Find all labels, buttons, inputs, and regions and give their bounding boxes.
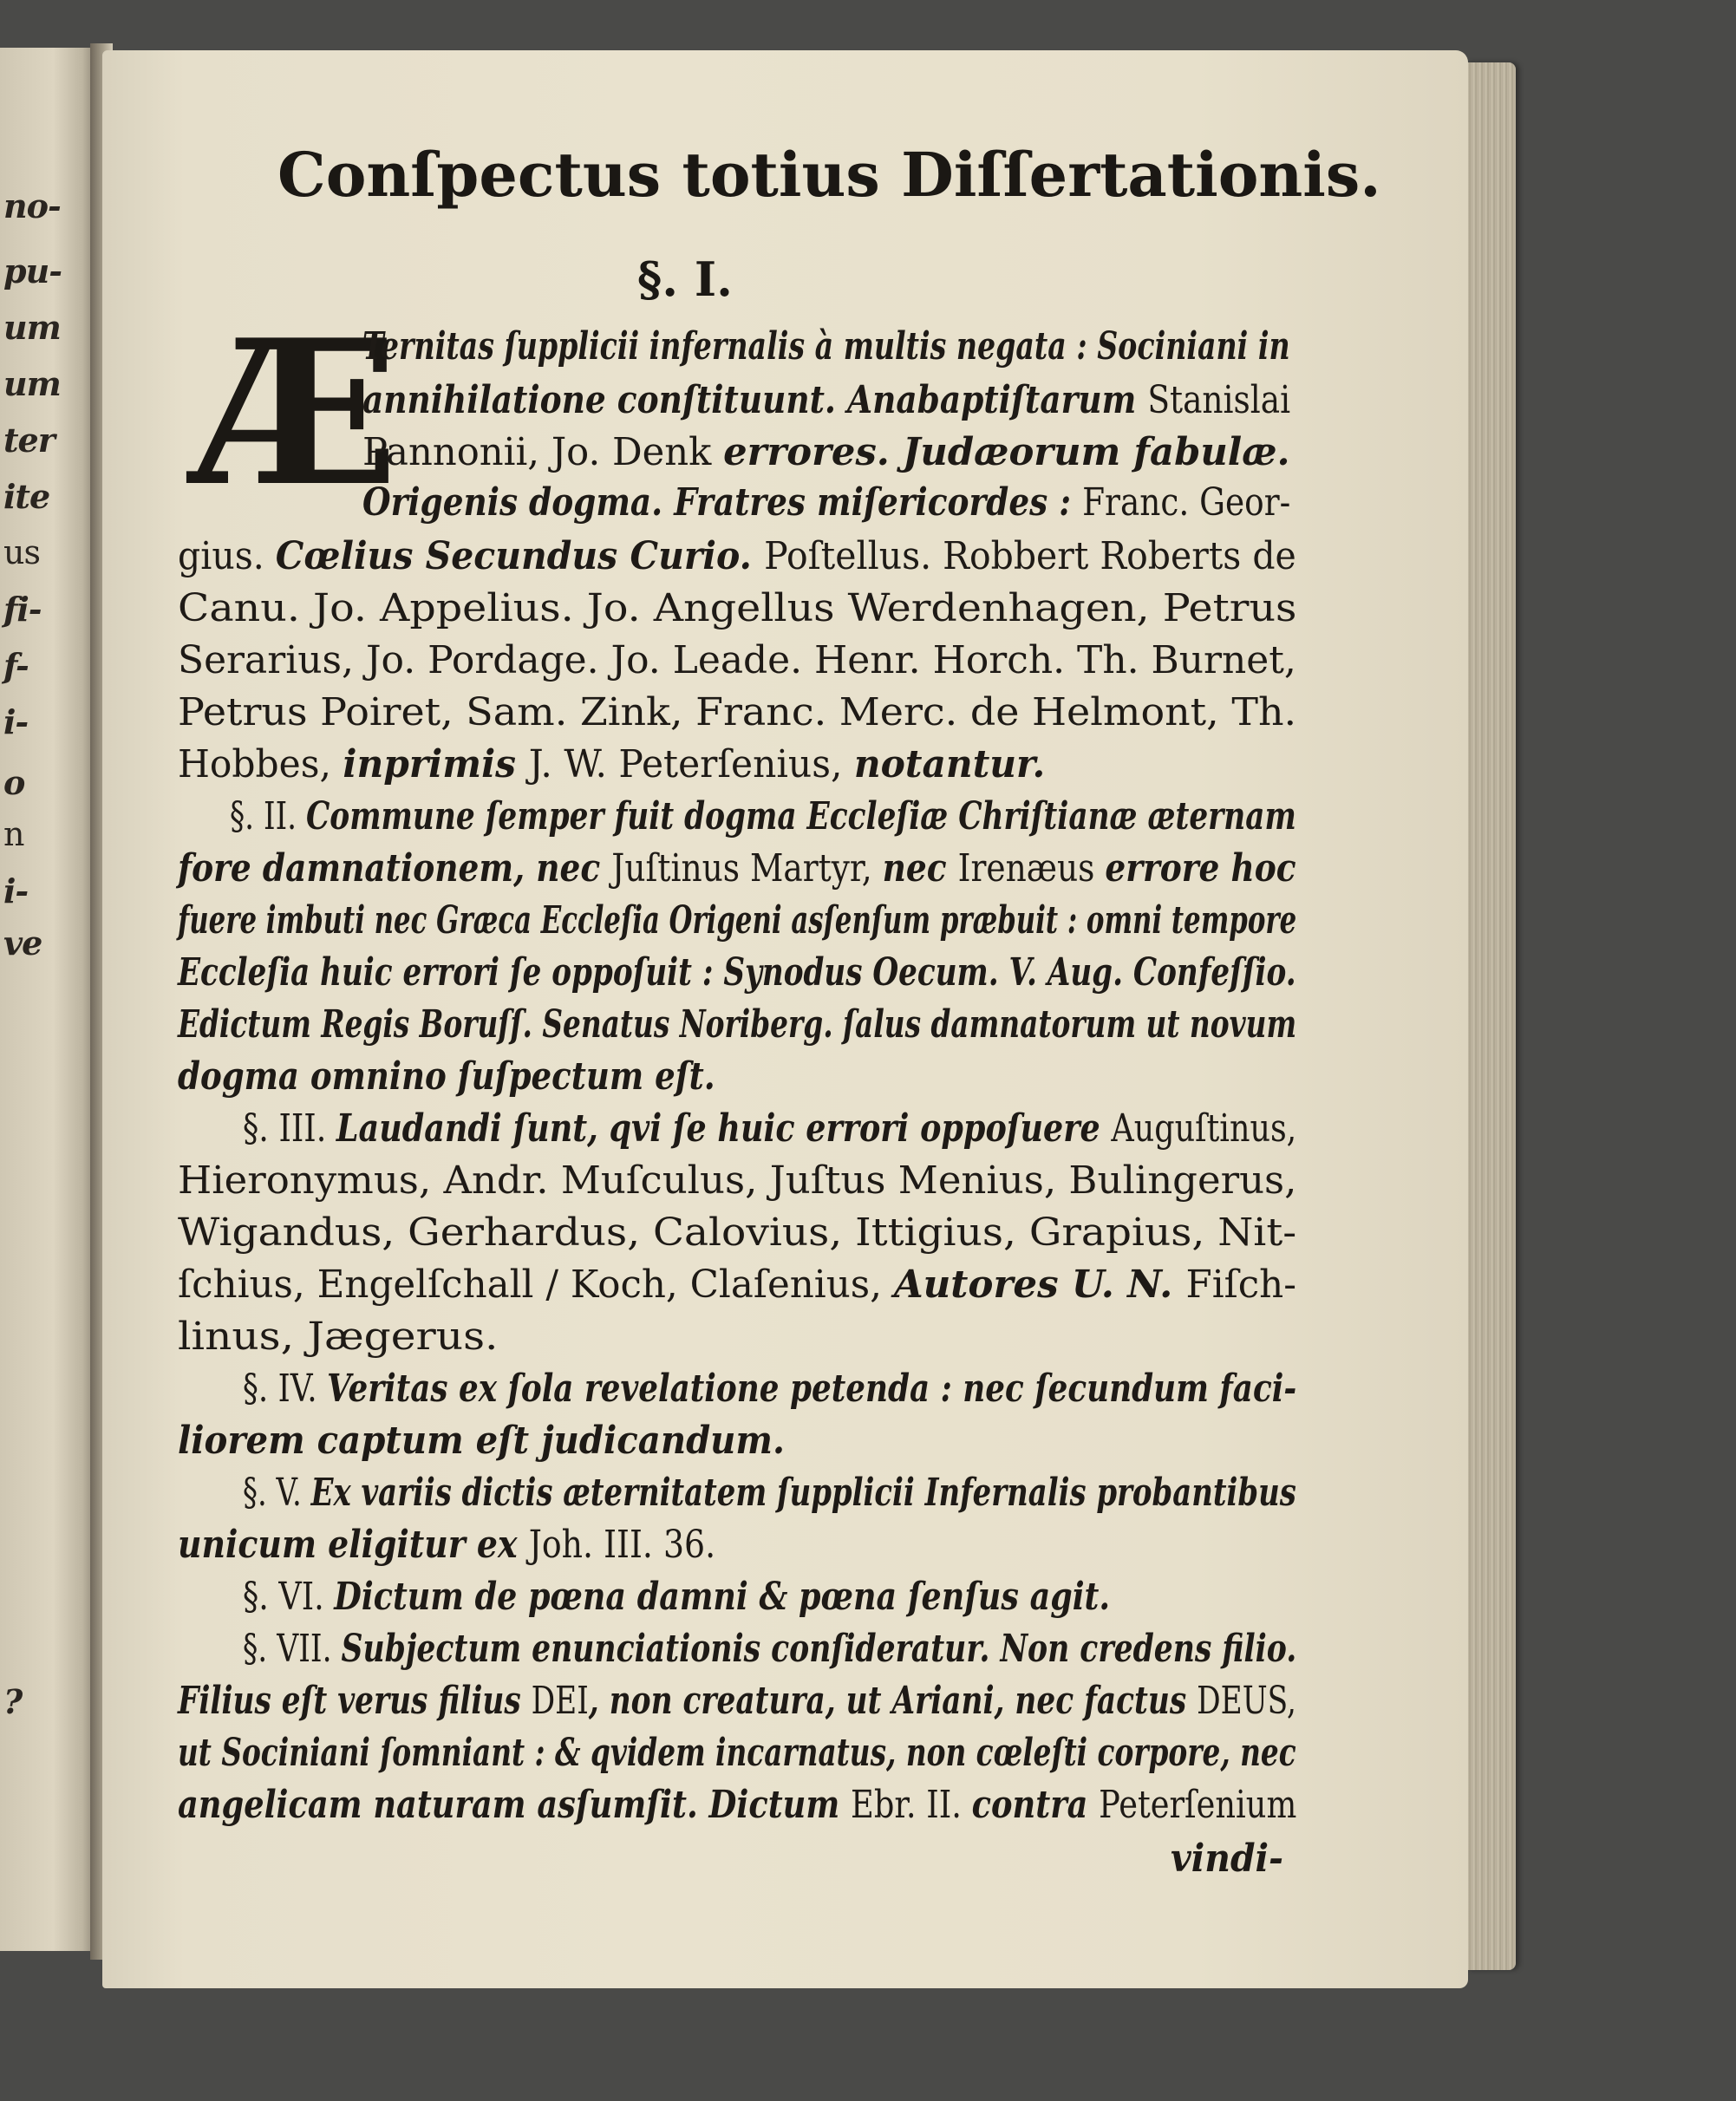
text-line	[178, 1002, 1297, 1047]
text-line	[178, 1315, 499, 1359]
text-segment: Ex variis dictis æternitatem ſupplicii Infernalis probantibus	[310, 1471, 1296, 1515]
text-line	[178, 586, 1297, 630]
text-segment: annihilatione conſtituunt. Anabaptiſtarum	[362, 378, 1148, 422]
text-segment: Filius eſt verus filius	[178, 1679, 532, 1723]
text-segment: linus, Jægerus.	[178, 1315, 499, 1359]
left-margin-fragment: n	[3, 815, 24, 853]
text-line	[243, 1471, 1296, 1515]
text-segment: Peterſenium	[1099, 1783, 1297, 1827]
text-segment: errores. Judæorum fabulæ.	[723, 430, 1290, 474]
text-line	[178, 950, 1296, 995]
text-line	[178, 846, 1296, 891]
text-line	[243, 1367, 1297, 1411]
text-segment: Autores U. N.	[893, 1263, 1186, 1307]
text-line	[178, 1158, 1297, 1203]
left-margin-fragment: ?	[3, 1682, 23, 1721]
left-margin-fragment: f-	[3, 646, 29, 685]
left-margin-fragment: pu-	[3, 251, 62, 290]
text-segment: Juſtinus Martyr,	[611, 846, 883, 891]
left-margin-fragment: ite	[3, 477, 50, 516]
text-line	[362, 324, 1290, 369]
text-segment: liorem captum eſt judicandum.	[178, 1419, 785, 1463]
text-line	[178, 1523, 716, 1567]
text-segment: ut Sociniani ſomniant : & qvidem incarnatus, non cœleſti corpore, nec	[178, 1731, 1296, 1775]
text-segment: Joh. III. 36.	[528, 1523, 716, 1567]
text-segment: Commune ſemper fuit dogma Eccleſiæ Chriſtianæ æternam	[305, 794, 1296, 838]
text-segment: Serarius, Jo. Pordage. Jo. Leade. Henr. Horch. Th. Burnet,	[178, 638, 1296, 682]
text-segment: Subjectum enunciationis conſideratur. Non credens filio.	[341, 1627, 1297, 1671]
left-margin-fragment: i-	[3, 871, 29, 910]
text-segment: Hieronymus, Andr. Muſculus, Juſtus Menius, Bulingerus,	[178, 1158, 1297, 1203]
text-segment: Cœlius Secundus Curio.	[275, 534, 765, 578]
text-line	[243, 1106, 1297, 1151]
text-segment: Petrus Poiret, Sam. Zink, Franc. Merc. de Helmont, Th.	[178, 690, 1297, 734]
text-line	[178, 1783, 1297, 1827]
text-segment: fuere imbuti nec Græca Eccleſia Origeni asſenſum præbuit : omni tempore	[178, 898, 1297, 943]
text-line	[243, 1627, 1297, 1671]
text-line	[178, 1263, 1296, 1307]
text-segment: Canu. Jo. Appelius. Jo. Angellus Werdenhagen, Petrus	[178, 586, 1297, 630]
text-segment: Auguſtinus,	[1111, 1106, 1297, 1151]
text-line	[362, 430, 1290, 474]
text-segment: §. VII.	[243, 1627, 342, 1671]
text-line	[178, 1679, 1296, 1723]
text-segment: Franc. Geor-	[1082, 480, 1291, 525]
text-segment: Wigandus, Gerhardus, Calovius, Ittigius, Grapius, Nit-	[178, 1210, 1297, 1255]
text-segment: §. V.	[243, 1471, 311, 1515]
text-line	[178, 1054, 715, 1099]
text-segment: gius.	[178, 534, 276, 578]
text-line	[178, 638, 1296, 682]
text-line	[1171, 1837, 1284, 1881]
text-segment: fore damnationem, nec	[178, 846, 612, 891]
text-segment: inprimis	[343, 742, 529, 786]
text-line	[362, 480, 1291, 525]
text-segment: angelicam naturam asſumſit. Dictum	[178, 1783, 852, 1827]
text-segment: Veritas ex ſola revelatione petenda : nec ſecundum faci-	[327, 1367, 1297, 1411]
left-margin-fragment: ve	[3, 923, 42, 962]
text-line	[178, 898, 1297, 943]
text-segment: §. II.	[230, 794, 306, 838]
text-segment: J. W. Peterſenius,	[528, 742, 854, 786]
left-margin-fragment: fi-	[3, 590, 42, 629]
left-page-edge	[0, 48, 97, 1951]
text-segment: Edictum Regis Boruſſ. Senatus Noriberg. ſalus damnatorum ut novum	[178, 1002, 1297, 1047]
text-line	[362, 378, 1291, 422]
text-segment: Dictum de pœna damni & pœna ſenſus agit.	[334, 1575, 1111, 1619]
text-segment: ſchius, Engelſchall / Koch, Claſenius,	[178, 1263, 894, 1307]
text-segment: dogma omnino ſuſpectum eſt.	[178, 1054, 715, 1099]
text-segment: Irenæus	[957, 846, 1106, 891]
text-segment: Origenis dogma. Fratres miſericordes :	[362, 480, 1083, 525]
text-line	[178, 742, 1046, 786]
page-edges	[1465, 62, 1516, 1970]
text-line	[230, 794, 1296, 838]
text-segment: DEUS,	[1197, 1679, 1296, 1723]
left-margin-fragment: um	[3, 364, 61, 403]
text-segment: Ternitas ſupplicii infernalis à multis negata : Sociniani in	[362, 324, 1290, 369]
text-line	[178, 1731, 1296, 1775]
text-segment: Hobbes,	[178, 742, 343, 786]
text-line	[178, 690, 1297, 734]
left-margin-fragment: us	[3, 533, 40, 571]
text-segment: DEI	[531, 1679, 589, 1723]
text-segment: §. VI.	[243, 1575, 335, 1619]
left-margin-fragment: i-	[3, 702, 29, 741]
text-line	[243, 1575, 1111, 1619]
text-segment: Laudandi ſunt, qvi ſe huic errori oppoſuere	[336, 1106, 1112, 1151]
drop-cap: Æ	[193, 297, 399, 531]
text-segment: Stanislai	[1147, 378, 1291, 422]
text-segment: Poſtellus. Robbert Roberts de	[764, 534, 1296, 578]
text-segment: Fiſch-	[1185, 1263, 1296, 1307]
text-segment: Pannonii, Jo. Denk	[362, 430, 724, 474]
text-segment: §. IV.	[243, 1367, 328, 1411]
page-title: Conſpectus totius Diſſertationis.	[277, 139, 1381, 211]
text-segment: , non creatura, ut Ariani, nec factus	[588, 1679, 1198, 1723]
text-line	[178, 1419, 785, 1463]
left-margin-fragment: ter	[3, 421, 55, 460]
text-segment: unicum eligitur ex	[178, 1523, 529, 1567]
left-margin-fragment: no-	[3, 186, 61, 225]
text-segment: notantur.	[853, 742, 1046, 786]
text-segment: contra	[971, 1783, 1100, 1827]
text-segment: Eccleſia huic errori ſe oppoſuit : Synodus Oecum. V. Aug. Confeſſio.	[178, 950, 1296, 995]
text-line	[178, 534, 1296, 578]
text-line	[178, 1210, 1297, 1255]
section-heading: §. I.	[637, 251, 733, 307]
text-segment: errore hoc	[1105, 846, 1296, 891]
text-segment: §. III.	[243, 1106, 336, 1151]
left-margin-fragment: um	[3, 308, 61, 347]
text-segment: nec	[882, 846, 958, 891]
text-segment: vindi-	[1171, 1837, 1284, 1881]
left-margin-fragment: o	[3, 763, 25, 802]
text-segment: Ebr. II.	[851, 1783, 972, 1827]
